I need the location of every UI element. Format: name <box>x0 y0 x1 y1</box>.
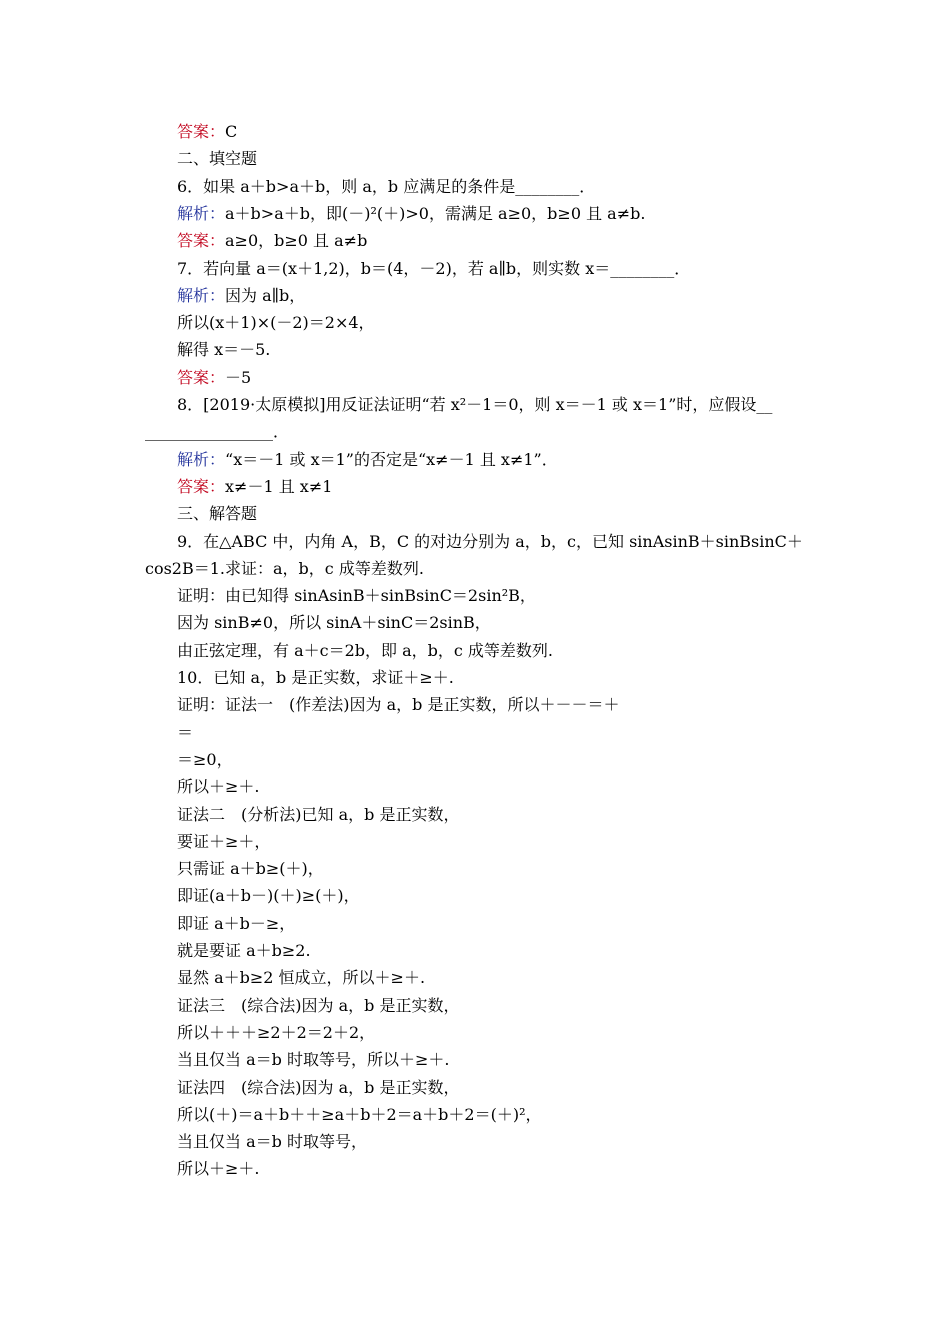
text-line <box>177 967 850 989</box>
text-line <box>177 1049 850 1071</box>
text-line <box>177 1158 850 1180</box>
line-text: 8．[2019·太原模拟]用反证法证明“若 x²－1＝0，则 x＝－1 或 x＝1”时，应假设__ <box>177 395 773 414</box>
text-line <box>177 776 850 798</box>
line-text: ＝≥0， <box>177 750 233 769</box>
text-line <box>177 612 850 634</box>
text-line <box>177 312 850 334</box>
line-text: 证明：由已知得 sinAsinB＋sinBsinC＝2sin²B， <box>177 586 536 605</box>
line-text: 只需证 a＋b≥(＋)， <box>177 859 324 878</box>
text-line <box>177 995 850 1017</box>
analysis-label: 解析： <box>177 204 226 223</box>
text-line <box>177 585 850 607</box>
line-text: 证明：证法一 (作差法)因为 a，b 是正实数，所以＋－－＝＋ <box>177 695 620 714</box>
line-text: 因为 sinB≠0，所以 sinA＋sinC＝2sinB， <box>177 613 491 632</box>
line-text: 所以(＋)＝a＋b＋＋≥a＋b＋2＝a＋b＋2＝(＋)²， <box>177 1105 542 1124</box>
line-text: 二、填空题 <box>177 149 258 168</box>
line-text: 由正弦定理，有 a＋c＝2b，即 a，b，c 成等差数列. <box>177 641 554 660</box>
line-text: 即证(a＋b－)(＋)≥(＋)， <box>177 886 360 905</box>
line-text: 证法四 (综合法)因为 a，b 是正实数， <box>177 1078 460 1097</box>
line-text: a≥0，b≥0 且 a≠b <box>225 231 368 250</box>
line-text: 6．如果 a＋b>a＋b，则 a，b 应满足的条件是________． <box>177 177 596 196</box>
text-line <box>177 531 850 553</box>
text-line <box>177 722 850 744</box>
line-text: 所以＋＋＋≥2＋2＝2＋2， <box>177 1023 376 1042</box>
text-line <box>177 831 850 853</box>
line-text: 解得 x＝－5. <box>177 340 271 359</box>
text-line <box>177 121 850 143</box>
text-line <box>177 1077 850 1099</box>
text-line <box>177 230 850 252</box>
text-line <box>177 449 850 471</box>
line-text: 9．在△ABC 中，内角 A，B，C 的对边分别为 a，b，c，已知 sinAsinB＋sinBsinC＋ <box>177 532 803 551</box>
text-line <box>177 1022 850 1044</box>
text-line <box>177 176 850 198</box>
text-line <box>177 885 850 907</box>
line-text: 因为 a∥b， <box>225 286 306 305</box>
answer-label: 答案： <box>177 477 226 496</box>
line-text: ＝ <box>177 723 194 742</box>
line-text: x≠－1 且 x≠1 <box>225 477 333 496</box>
line-text: a＋b>a＋b，即(－)²(＋)>0，需满足 a≥0，b≥0 且 a≠b. <box>225 204 646 223</box>
line-text: cos2B＝1.求证：a，b，c 成等差数列. <box>145 559 424 578</box>
line-text: 即证 a＋b－≥， <box>177 914 296 933</box>
line-text: C <box>225 122 238 141</box>
text-line <box>177 476 850 498</box>
line-text: 显然 a＋b≥2 恒成立，所以＋≥＋. <box>177 968 426 987</box>
answer-label: 答案： <box>177 368 226 387</box>
text-line <box>177 394 850 416</box>
text-line <box>177 913 850 935</box>
text-line <box>177 858 850 880</box>
text-line <box>177 667 850 689</box>
line-text: 10．已知 a，b 是正实数，求证＋≥＋. <box>177 668 454 687</box>
line-text: 要证＋≥＋， <box>177 832 271 851</box>
line-text: －5 <box>225 368 252 387</box>
line-text: 当且仅当 a＝b 时取等号，所以＋≥＋. <box>177 1050 450 1069</box>
text-line <box>177 1104 850 1126</box>
text-line <box>145 421 850 443</box>
analysis-label: 解析： <box>177 286 226 305</box>
line-text: “x＝－1 或 x＝1”的否定是“x≠－1 且 x≠1”． <box>225 450 558 469</box>
text-line <box>177 148 850 170</box>
line-text: ________________． <box>145 422 290 441</box>
text-line <box>177 339 850 361</box>
text-line <box>177 940 850 962</box>
text-line <box>177 258 850 280</box>
line-text: 三、解答题 <box>177 504 258 523</box>
analysis-label: 解析： <box>177 450 226 469</box>
line-text: 证法三 (综合法)因为 a，b 是正实数， <box>177 996 460 1015</box>
text-line <box>177 503 850 525</box>
line-text: 所以(x＋1)×(－2)＝2×4， <box>177 313 375 332</box>
text-line <box>177 640 850 662</box>
answer-label: 答案： <box>177 122 226 141</box>
text-line <box>177 203 850 225</box>
text-line <box>145 558 850 580</box>
text-line <box>177 749 850 771</box>
line-text: 所以＋≥＋. <box>177 1159 260 1178</box>
text-line <box>177 1131 850 1153</box>
text-line <box>177 367 850 389</box>
line-text: 就是要证 a＋b≥2. <box>177 941 311 960</box>
line-text: 所以＋≥＋. <box>177 777 260 796</box>
line-text: 7．若向量 a＝(x＋1,2)，b＝(4，－2)，若 a∥b，则实数 x＝________． <box>177 259 691 278</box>
text-line <box>177 285 850 307</box>
line-text: 证法二 (分析法)已知 a，b 是正实数， <box>177 805 460 824</box>
answer-label: 答案： <box>177 231 226 250</box>
line-text: 当且仅当 a＝b 时取等号， <box>177 1132 367 1151</box>
text-line <box>177 804 850 826</box>
text-line <box>177 694 850 716</box>
